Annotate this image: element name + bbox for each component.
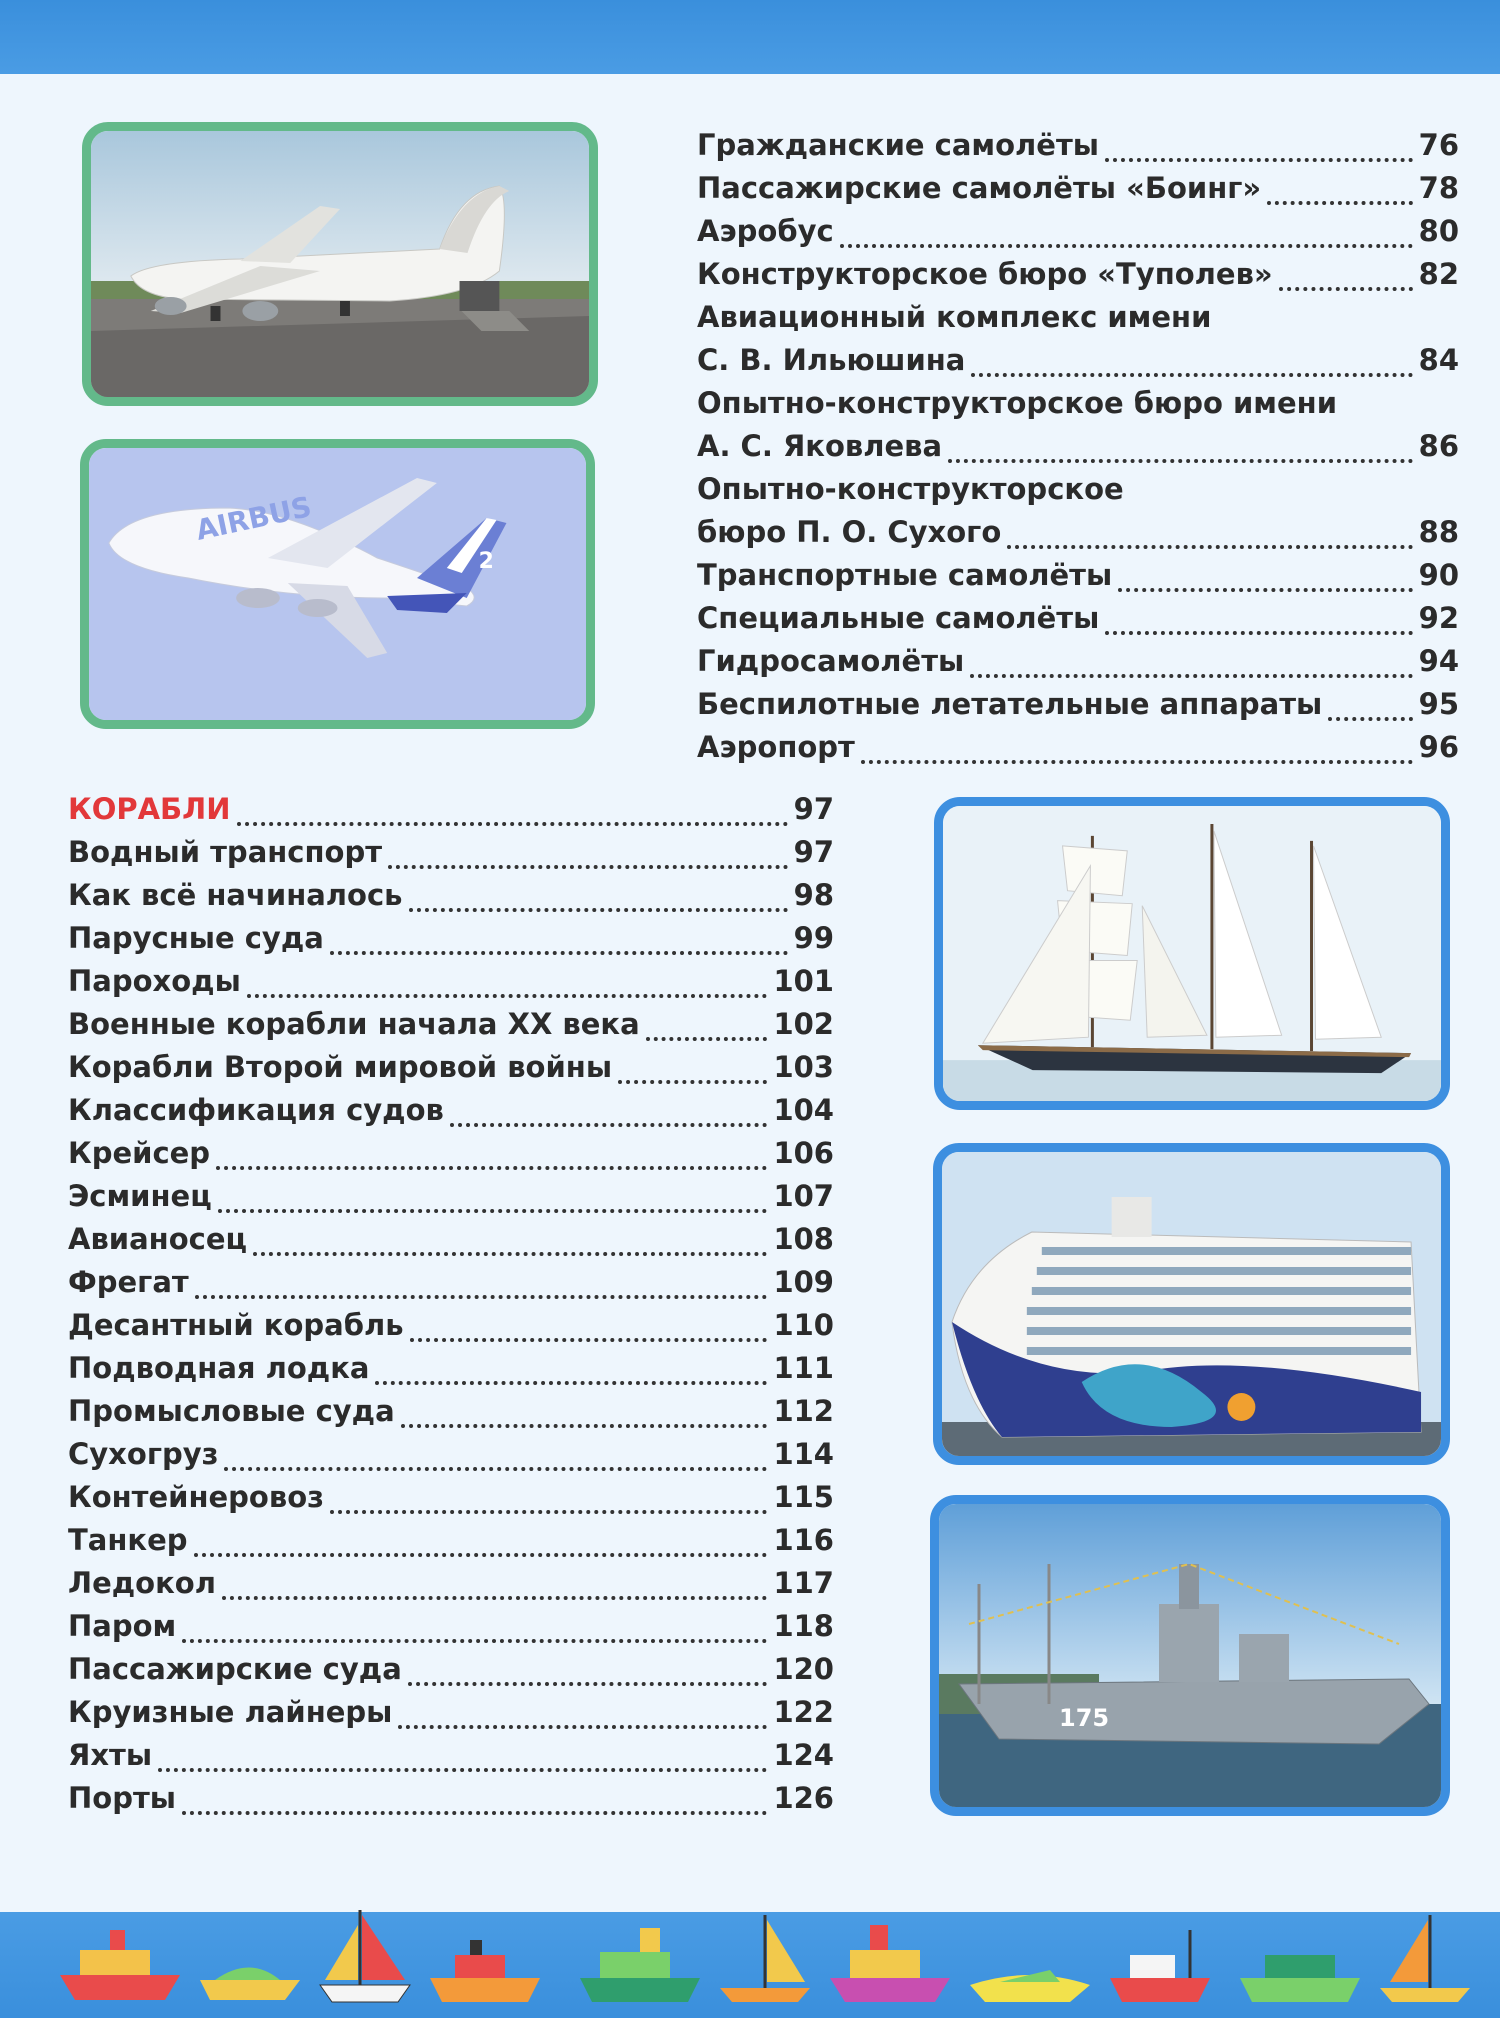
- toc-entry-title: Круизные лайнеры: [68, 1695, 393, 1729]
- toc-entry-page-number: 117: [773, 1566, 834, 1600]
- toc-entry-page-number: 84: [1418, 343, 1459, 377]
- photo-sailing-ship: [934, 797, 1450, 1110]
- toc-entry-title: Порты: [68, 1781, 176, 1815]
- toc-entry-title: бюро П. О. Сухого: [697, 515, 1002, 549]
- dot-leader: [408, 1672, 768, 1686]
- boats-illustration-strip: [0, 1870, 1500, 2010]
- toc-entry-page-number: 99: [793, 921, 834, 955]
- toc-entry-page-number: 97: [793, 835, 834, 869]
- dot-leader: [375, 1371, 767, 1385]
- toc-entry-page-number: 76: [1418, 128, 1459, 162]
- toc-entry-title-line1: Авиационный комплекс имени: [697, 300, 1212, 334]
- dot-leader: [840, 234, 1413, 248]
- dot-leader: [237, 812, 788, 826]
- toc-entry-page-number: 124: [773, 1738, 834, 1772]
- dot-leader: [216, 1156, 767, 1170]
- toc-entry-title: Конструкторское бюро «Туполев»: [697, 257, 1273, 291]
- toc-entry-page-number: 115: [773, 1480, 834, 1514]
- toc-entry-title: Крейсер: [68, 1136, 211, 1170]
- dot-leader: [1328, 707, 1412, 721]
- toc-entry-title: Аэробус: [697, 214, 834, 248]
- toc-entry-page-number: 112: [773, 1394, 834, 1428]
- toc-entry-title: Танкер: [68, 1523, 188, 1557]
- dot-leader: [247, 984, 768, 998]
- toc-entry-page-number: 80: [1418, 214, 1459, 248]
- dot-leader: [182, 1801, 767, 1815]
- photo-cruise-liner: [933, 1143, 1450, 1465]
- toc-entry-title: Пароходы: [68, 964, 241, 998]
- dot-leader: [1105, 621, 1412, 635]
- toc-entry-ships: [68, 917, 834, 960]
- toc-entry-page-number: 116: [773, 1523, 834, 1557]
- toc-entry-ships: [68, 1519, 834, 1562]
- toc-entry-title: КОРАБЛИ: [68, 792, 231, 826]
- toc-entry-page-number: 107: [773, 1179, 834, 1213]
- boat-icon-1: [60, 1930, 180, 2000]
- toc-entry-page-number: 108: [773, 1222, 834, 1256]
- toc-entry-page-number: 104: [773, 1093, 834, 1127]
- photo-frigate: [930, 1495, 1450, 1816]
- dot-leader: [1118, 578, 1412, 592]
- dot-leader: [388, 855, 788, 869]
- toc-entry-title: Авианосец: [68, 1222, 247, 1256]
- toc-entry-ships: [68, 960, 834, 1003]
- dot-leader: [618, 1070, 767, 1084]
- toc-entry-page-number: 82: [1418, 257, 1459, 291]
- top-color-band: [0, 0, 1500, 74]
- toc-entry-aviation: [697, 554, 1459, 597]
- toc-entry-title: Водный транспорт: [68, 835, 383, 869]
- dot-leader: [948, 449, 1413, 463]
- dot-leader: [1279, 277, 1413, 291]
- toc-entry-aviation: [697, 382, 1459, 468]
- toc-entry-aviation: [697, 167, 1459, 210]
- toc-entry-page-number: 92: [1418, 601, 1459, 635]
- toc-entry-title: А. С. Яковлева: [697, 429, 943, 463]
- toc-entry-page-number: 111: [773, 1351, 834, 1385]
- toc-entry-ships: [68, 831, 834, 874]
- dot-leader: [970, 664, 1412, 678]
- toc-entry-title-line1: Опытно-конструкторское: [697, 472, 1124, 506]
- toc-entry-ships: [68, 1261, 834, 1304]
- boat-icon-6: [720, 1915, 810, 2002]
- toc-entry-page-number: 97: [793, 792, 834, 826]
- toc-entry-title: Ледокол: [68, 1566, 216, 1600]
- toc-entry-aviation: [697, 296, 1459, 382]
- dot-leader: [398, 1715, 767, 1729]
- dot-leader: [410, 1328, 768, 1342]
- dot-leader: [861, 750, 1413, 764]
- toc-entry-ships: [68, 1218, 834, 1261]
- toc-entry-title: Контейнеровоз: [68, 1480, 324, 1514]
- toc-entry-page-number: 101: [773, 964, 834, 998]
- dot-leader: [330, 941, 788, 955]
- dot-leader: [646, 1027, 768, 1041]
- boat-icon-8: [970, 1970, 1090, 2002]
- toc-entry-ships: [68, 1132, 834, 1175]
- toc-entry-page-number: 122: [773, 1695, 834, 1729]
- toc-entry-ships: [68, 1089, 834, 1132]
- toc-entry-page-number: 120: [773, 1652, 834, 1686]
- dot-leader: [253, 1242, 767, 1256]
- toc-entry-ships: [68, 1777, 834, 1820]
- dot-leader: [401, 1414, 768, 1428]
- toc-entry-title: Транспортные самолёты: [697, 558, 1113, 592]
- toc-entry-title: Фрегат: [68, 1265, 189, 1299]
- dot-leader: [1007, 535, 1412, 549]
- toc-entry-page-number: 114: [773, 1437, 834, 1471]
- toc-entry-ships: [68, 1476, 834, 1519]
- toc-entry-title: Подводная лодка: [68, 1351, 370, 1385]
- toc-entry-ships: [68, 1433, 834, 1476]
- toc-entry-title: Военные корабли начала XX века: [68, 1007, 640, 1041]
- toc-entry-title: Гражданские самолёты: [697, 128, 1099, 162]
- toc-entry-ships: [68, 1390, 834, 1433]
- toc-entry-title: Промысловые суда: [68, 1394, 395, 1428]
- boat-icon-5: [580, 1928, 700, 2002]
- toc-entry-page-number: 90: [1418, 558, 1459, 592]
- toc-entry-page-number: 78: [1418, 171, 1459, 205]
- toc-entry-title: Специальные самолёты: [697, 601, 1100, 635]
- toc-entry-title: С. В. Ильюшина: [697, 343, 966, 377]
- dot-leader: [409, 898, 788, 912]
- toc-entry-ships: [68, 874, 834, 917]
- toc-entry-page-number: 86: [1418, 429, 1459, 463]
- tail-number-text: 2: [478, 548, 494, 575]
- dot-leader: [158, 1758, 767, 1772]
- dot-leader: [222, 1586, 768, 1600]
- toc-entry-page-number: 94: [1418, 644, 1459, 678]
- toc-entry-title: Яхты: [68, 1738, 153, 1772]
- dot-leader: [224, 1457, 767, 1471]
- toc-entry-ships: [68, 1347, 834, 1390]
- dot-leader: [182, 1629, 767, 1643]
- boat-icon-11: [1380, 1915, 1470, 2002]
- toc-entry-title: Эсминец: [68, 1179, 212, 1213]
- toc-entry-aviation: [697, 468, 1459, 554]
- toc-entry-title: Сухогруз: [68, 1437, 219, 1471]
- toc-entry-ships: [68, 1175, 834, 1218]
- toc-entry-aviation: [697, 597, 1459, 640]
- toc-entry-ships: [68, 1304, 834, 1347]
- toc-entry-aviation: [697, 640, 1459, 683]
- toc-entry-aviation: [697, 124, 1459, 167]
- toc-entry-page-number: 96: [1418, 730, 1459, 764]
- toc-entry-ships-section-heading: [68, 788, 834, 831]
- boat-icon-7: [830, 1925, 950, 2002]
- toc-entry-title: Аэропорт: [697, 730, 855, 764]
- toc-entry-ships: [68, 1046, 834, 1089]
- toc-entry-ships: [68, 1648, 834, 1691]
- hull-number-text: 175: [1059, 1704, 1110, 1732]
- toc-entry-page-number: 98: [793, 878, 834, 912]
- boat-icon-10: [1240, 1955, 1360, 2002]
- boat-icon-4: [430, 1940, 540, 2002]
- toc-entry-title: Корабли Второй мировой войны: [68, 1050, 613, 1084]
- toc-entry-title: Десантный корабль: [68, 1308, 404, 1342]
- toc-entry-page-number: 109: [773, 1265, 834, 1299]
- toc-entry-aviation: [697, 726, 1459, 769]
- toc-entry-title: Пассажирские самолёты «Боинг»: [697, 171, 1262, 205]
- toc-entry-ships: [68, 1691, 834, 1734]
- boat-icon-2: [200, 1968, 300, 2001]
- boat-icon-3: [320, 1910, 410, 2002]
- dot-leader: [194, 1543, 768, 1557]
- airbus-livery-text: AIRBUS: [192, 489, 315, 547]
- toc-entry-title: Гидросамолёты: [697, 644, 965, 678]
- toc-entry-title: Классификация судов: [68, 1093, 444, 1127]
- aviation-contents-list: [697, 124, 1459, 769]
- toc-entry-page-number: 95: [1418, 687, 1459, 721]
- toc-entry-page-number: 126: [773, 1781, 834, 1815]
- toc-entry-page-number: 110: [773, 1308, 834, 1342]
- toc-entry-title: Пассажирские суда: [68, 1652, 402, 1686]
- boat-icon-9: [1110, 1930, 1210, 2002]
- toc-entry-ships: [68, 1734, 834, 1777]
- toc-entry-ships: [68, 1003, 834, 1046]
- toc-entry-aviation: [697, 210, 1459, 253]
- photo-airbus-beluga: [80, 439, 595, 729]
- dot-leader: [450, 1113, 768, 1127]
- toc-entry-title-line1: Опытно-конструкторское бюро имени: [697, 386, 1338, 420]
- photo-cargo-jet: [82, 122, 598, 406]
- toc-entry-title: Как всё начиналось: [68, 878, 403, 912]
- toc-entry-page-number: 88: [1418, 515, 1459, 549]
- toc-entry-page-number: 103: [773, 1050, 834, 1084]
- toc-entry-ships: [68, 1562, 834, 1605]
- dot-leader: [195, 1285, 768, 1299]
- toc-entry-aviation: [697, 683, 1459, 726]
- dot-leader: [1267, 191, 1413, 205]
- toc-entry-title: Парусные суда: [68, 921, 324, 955]
- toc-entry-ships: [68, 1605, 834, 1648]
- toc-entry-page-number: 118: [773, 1609, 834, 1643]
- toc-entry-aviation: [697, 253, 1459, 296]
- toc-entry-page-number: 102: [773, 1007, 834, 1041]
- dot-leader: [1105, 148, 1413, 162]
- dot-leader: [971, 363, 1412, 377]
- toc-entry-page-number: 106: [773, 1136, 834, 1170]
- toc-entry-title: Паром: [68, 1609, 177, 1643]
- ships-contents-list: [68, 788, 834, 1820]
- toc-entry-title: Беспилотные летательные аппараты: [697, 687, 1323, 721]
- dot-leader: [218, 1199, 768, 1213]
- dot-leader: [330, 1500, 767, 1514]
